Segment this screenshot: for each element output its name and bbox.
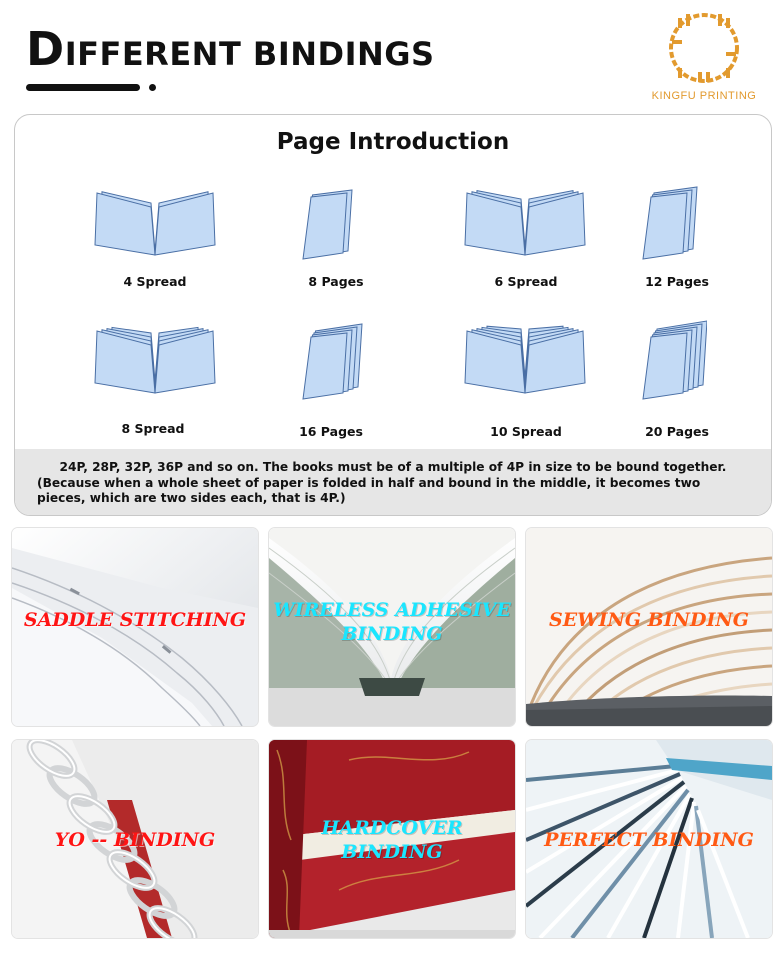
brand-logo (650, 8, 760, 108)
brand-name: KINGFU PRINTING (651, 90, 757, 102)
wireless-adhesive-binding-tile (269, 528, 515, 726)
pages-diagram-16 (297, 313, 367, 403)
perfect-binding-tile (526, 740, 772, 938)
page-sheet (643, 193, 687, 259)
diagram-label: 20 Pages (645, 424, 709, 439)
sewing-binding-tile (526, 528, 772, 726)
page-sheet (303, 193, 347, 259)
brand-mark-icon (658, 10, 750, 90)
spread-diagram-6 (463, 173, 587, 263)
diagram-label: 8 Spread (121, 421, 185, 436)
binding-label: SADDLE STITCHING (23, 609, 247, 631)
page-sheet (303, 333, 347, 399)
intro-title: Page Introduction (276, 129, 510, 155)
title-underline (26, 84, 140, 91)
pages-diagram-20 (637, 313, 707, 403)
page-sheet (643, 333, 687, 399)
hardcover-binding-tile (269, 740, 515, 938)
note-line-2: (Because when a whole sheet of paper is folded in half and bound in the middle, it becomes two pieces, which are two sides each, that is 4P.) (37, 476, 701, 505)
pages-diagram-12 (637, 173, 707, 263)
saddle-stitching-tile (12, 528, 258, 726)
diagram-label: 8 Pages (308, 274, 364, 289)
diagram-label: 16 Pages (299, 424, 363, 439)
title-first-letter: D (26, 22, 65, 76)
title-underline-dot (149, 84, 156, 91)
pages-diagram-8 (297, 173, 367, 263)
spread-diagram-4 (93, 173, 217, 263)
diagram-label: 12 Pages (645, 274, 709, 289)
page-title (26, 22, 435, 76)
title-rest: IFFERENT BINDINGS (64, 35, 435, 73)
note-line-1: 24P, 28P, 32P, 36P and so on. The books must be of a multiple of 4P in size to be bound together. (59, 460, 727, 474)
binding-label: PERFECT BINDING (544, 829, 754, 851)
diagram-label: 4 Spread (123, 274, 187, 289)
diagram-label: 6 Spread (494, 274, 558, 289)
spread-diagram-8 (93, 311, 217, 407)
binding-label: WIRELESS ADHESIVE BINDING (273, 599, 511, 645)
binding-label: SEWING BINDING (549, 609, 749, 631)
binding-label: HARDCOVER BINDING (321, 817, 463, 863)
binding-label: YO -- BINDING (54, 829, 216, 851)
yo-binding-tile (12, 740, 258, 938)
page-introduction-panel (14, 114, 772, 516)
diagram-label: 10 Spread (490, 424, 562, 439)
spread-diagram-10 (463, 311, 587, 407)
page-count-note (15, 449, 771, 515)
